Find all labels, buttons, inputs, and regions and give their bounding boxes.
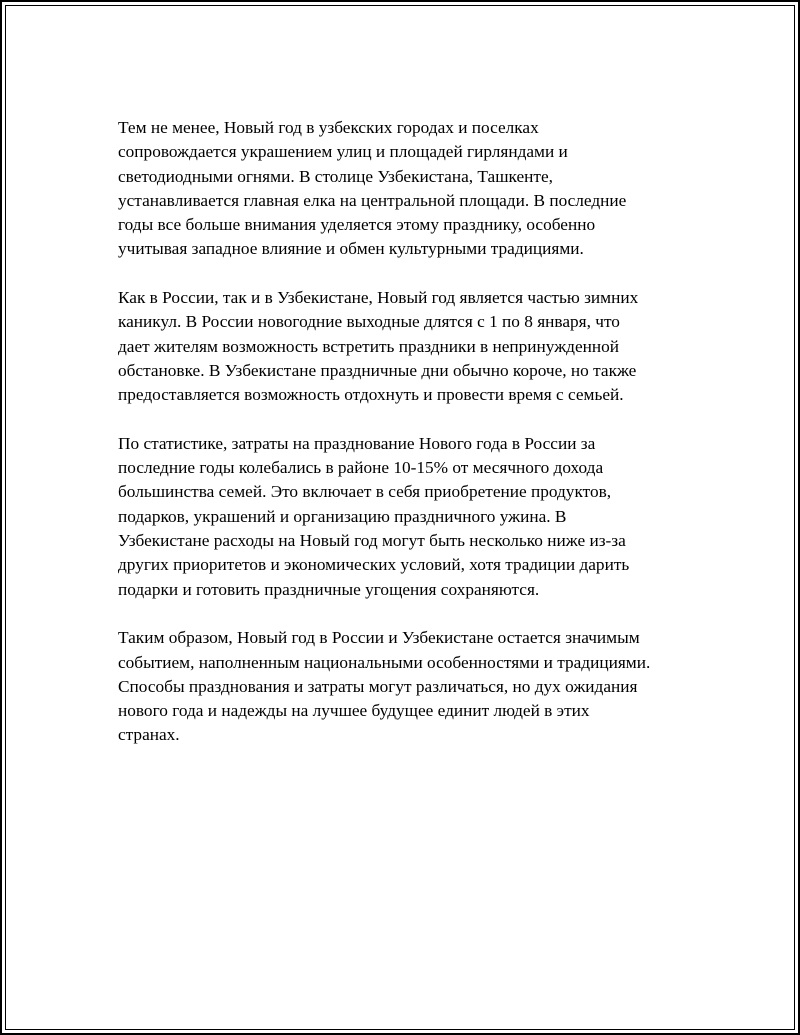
text-line: большинства семей. Это включает в себя приобретение продуктов,	[118, 482, 612, 502]
text-line: других приоритетов и экономических условий, хотя традиции дарить	[118, 555, 630, 575]
text-line: обстановке. В Узбекистане праздничные дни обычно короче, но также	[118, 360, 637, 380]
paragraph-4	[118, 626, 698, 747]
text-line: годы все больше внимания уделяется этому празднику, особенно	[118, 215, 596, 235]
text-line: устанавливается главная елка на центральной площади. В последние	[118, 190, 627, 210]
paragraph-1	[118, 116, 698, 262]
text-line: дает жителям возможность встретить праздники в непринужденной	[118, 336, 620, 356]
text-line: нового года и надежды на лучшее будущее единит людей в этих	[118, 701, 590, 721]
text-line: предоставляется возможность отдохнуть и провести время с семьей.	[118, 385, 624, 405]
text-line: подарков, украшений и организацию праздничного ужина. В	[118, 506, 567, 526]
paragraph-3	[118, 432, 698, 602]
text-line: Таким образом, Новый год в России и Узбекистане остается значимым	[118, 628, 640, 648]
text-line: сопровождается украшением улиц и площадей гирляндами и	[118, 142, 568, 162]
text-line: подарки и готовить праздничные угощения сохраняются.	[118, 579, 540, 599]
text-line: Узбекистане расходы на Новый год могут быть несколько ниже из-за	[118, 531, 626, 551]
text-line: каникул. В России новогодние выходные длятся с 1 по 8 января, что	[118, 312, 620, 332]
text-line: Как в России, так и в Узбекистане, Новый год является частью зимних	[118, 288, 639, 308]
text-line: Способы празднования и затраты могут различаться, но дух ожидания	[118, 676, 638, 696]
text-line: Тем не менее, Новый год в узбекских городах и поселках	[118, 118, 539, 137]
text-line: По статистике, затраты на празднование Нового года в России за	[118, 433, 596, 453]
text-line: странах.	[118, 725, 180, 745]
document-body	[118, 116, 698, 772]
text-line: событием, наполненным национальными особенностями и традициями.	[118, 652, 651, 672]
text-line: учитывая западное влияние и обмен культурными традициями.	[118, 239, 584, 259]
text-line: последние годы колебались в районе 10-15% от месячного дохода	[118, 458, 604, 478]
text-line: светодиодными огнями. В столице Узбекистана, Ташкенте,	[118, 166, 553, 186]
paragraph-2	[118, 286, 698, 407]
